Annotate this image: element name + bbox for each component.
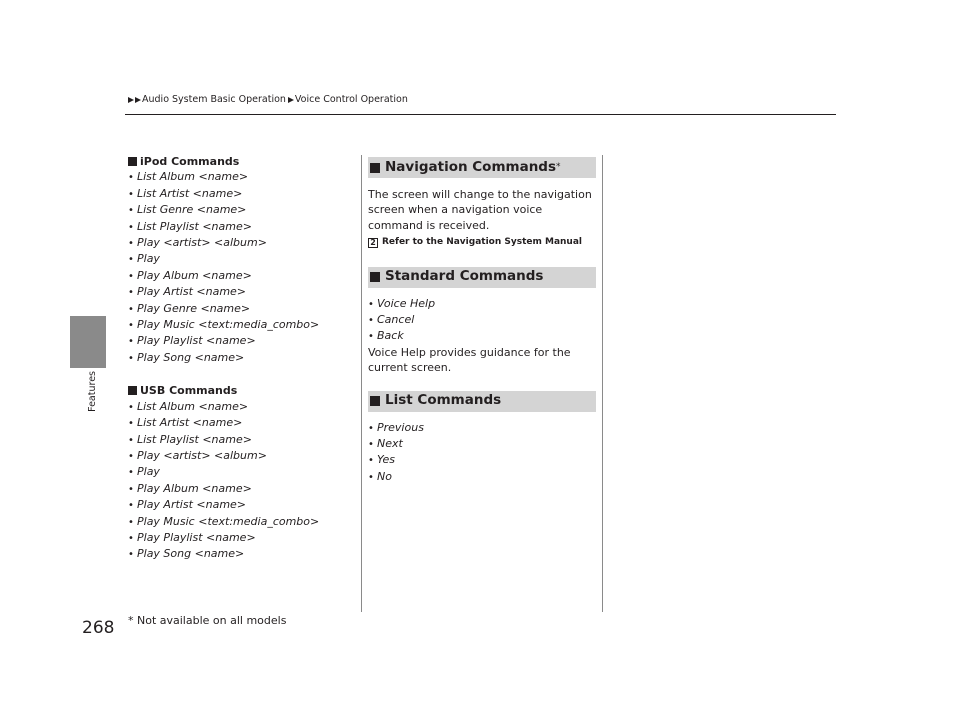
left-column [128, 154, 353, 563]
bullet-icon: • [368, 422, 374, 434]
bullet-icon: • [368, 439, 374, 451]
ipod-commands-list [128, 169, 353, 366]
command-text: List Artist <name> [137, 186, 243, 200]
command-text: Play [137, 465, 160, 479]
command-item [128, 415, 353, 431]
command-item [368, 312, 596, 328]
bullet-icon: • [128, 418, 134, 430]
command-text: Back [377, 329, 404, 343]
bullet-icon: • [128, 532, 134, 544]
command-text: Voice Help [377, 296, 436, 310]
command-item [128, 317, 353, 333]
command-text: Previous [377, 420, 424, 434]
list-commands-list [368, 420, 596, 486]
bullet-icon: • [128, 270, 134, 282]
command-item [128, 284, 353, 300]
bullet-icon: • [128, 549, 134, 561]
command-item [128, 186, 353, 202]
command-item [128, 301, 353, 317]
bullet-icon: • [368, 331, 374, 343]
command-text: List Playlist <name> [137, 432, 252, 446]
bullet-icon: • [128, 352, 134, 364]
command-item [368, 420, 596, 436]
section-tab [70, 316, 106, 368]
navigation-description: The screen will change to the navigation screen when a navigation voice command is received. [368, 188, 592, 232]
command-item [368, 328, 596, 344]
standard-commands-heading: Standard Commands [368, 267, 596, 288]
command-item [128, 202, 353, 218]
bullet-icon: • [128, 238, 134, 250]
navigation-commands-heading: Navigation Commands * [368, 157, 596, 178]
command-text: List Artist <name> [137, 416, 243, 430]
command-text: Next [377, 437, 403, 451]
bullet-icon: • [128, 303, 134, 315]
bullet-icon: • [128, 254, 134, 266]
command-item [128, 432, 353, 448]
bullet-icon: • [128, 188, 134, 200]
command-text: Play Genre <name> [137, 301, 251, 315]
header-rule [125, 114, 836, 115]
command-text: Play Album <name> [137, 481, 252, 495]
bullet-icon: • [368, 471, 374, 483]
command-item [128, 546, 353, 562]
command-text: List Album <name> [137, 399, 249, 413]
bullet-icon: • [128, 500, 134, 512]
square-bullet-icon [370, 396, 380, 406]
command-text: Yes [377, 453, 396, 467]
command-item [368, 469, 596, 485]
bullet-icon: • [128, 516, 134, 528]
command-item [128, 268, 353, 284]
command-item [368, 296, 596, 312]
command-item [368, 452, 596, 468]
bullet-icon: • [368, 315, 374, 327]
command-item [128, 235, 353, 251]
column-divider [602, 155, 603, 612]
command-text: Play Playlist <name> [137, 334, 256, 348]
usb-commands-heading: USB Commands [128, 383, 353, 398]
command-text: Play [137, 252, 160, 266]
command-item [128, 219, 353, 235]
bullet-icon: • [128, 450, 134, 462]
bullet-icon: • [128, 336, 134, 348]
bullet-icon: • [128, 205, 134, 217]
bullet-icon: • [128, 483, 134, 495]
command-item [128, 251, 353, 267]
breadcrumb [128, 94, 410, 105]
command-text: Play Artist <name> [137, 285, 247, 299]
ipod-commands-heading: iPod Commands [128, 154, 353, 169]
square-bullet-icon [370, 163, 380, 173]
breadcrumb-arrow-icon [135, 97, 141, 103]
command-item [128, 481, 353, 497]
command-item [128, 448, 353, 464]
bullet-icon: • [128, 320, 134, 332]
command-text: Play Song <name> [137, 547, 245, 561]
command-text: Play Music <text:media_combo> [137, 514, 320, 528]
breadcrumb-arrow-icon [128, 97, 134, 103]
command-item [368, 436, 596, 452]
command-item [128, 497, 353, 513]
square-bullet-icon [128, 386, 137, 395]
command-item [128, 169, 353, 185]
bullet-icon: • [368, 455, 374, 467]
reference-icon: 2 [368, 238, 378, 248]
square-bullet-icon [128, 157, 137, 166]
command-text: No [377, 469, 392, 483]
bullet-icon: • [128, 221, 134, 233]
command-text: Play Song <name> [137, 350, 245, 364]
list-commands-heading: List Commands [368, 391, 596, 412]
bullet-icon: • [128, 467, 134, 479]
bullet-icon: • [368, 298, 374, 310]
usb-commands-list [128, 399, 353, 563]
command-item [128, 530, 353, 546]
right-column [368, 157, 596, 485]
command-text: Play <artist> <album> [137, 236, 267, 250]
section-label: Features [87, 371, 98, 412]
command-item [128, 514, 353, 530]
command-item [128, 399, 353, 415]
bullet-icon: • [128, 401, 134, 413]
command-text: List Genre <name> [137, 203, 247, 217]
bullet-icon: • [128, 172, 134, 184]
command-text: Play Album <name> [137, 268, 252, 282]
command-text: Play <artist> <album> [137, 448, 267, 462]
command-text: Play Music <text:media_combo> [137, 318, 320, 332]
bullet-icon: • [128, 434, 134, 446]
command-text: Cancel [377, 313, 415, 327]
page-number: 268 [82, 618, 115, 638]
square-bullet-icon [370, 272, 380, 282]
breadcrumb-arrow-icon [288, 97, 294, 103]
command-text: Play Artist <name> [137, 498, 247, 512]
command-item [128, 464, 353, 480]
navigation-reference[interactable]: 2 Refer to the Navigation System Manual [368, 235, 596, 250]
footnote: * Not available on all models [128, 614, 287, 627]
breadcrumb-item[interactable]: Audio System Basic Operation [142, 94, 286, 105]
bullet-icon: • [128, 287, 134, 299]
command-item [128, 350, 353, 366]
breadcrumb-item[interactable]: Voice Control Operation [294, 94, 408, 105]
column-divider [361, 155, 362, 612]
command-item [128, 333, 353, 349]
command-text: List Playlist <name> [137, 219, 252, 233]
standard-commands-list [368, 296, 596, 345]
command-text: List Album <name> [137, 170, 249, 184]
command-text: Play Playlist <name> [137, 530, 256, 544]
standard-description: Voice Help provides guidance for the current screen. [368, 345, 571, 375]
